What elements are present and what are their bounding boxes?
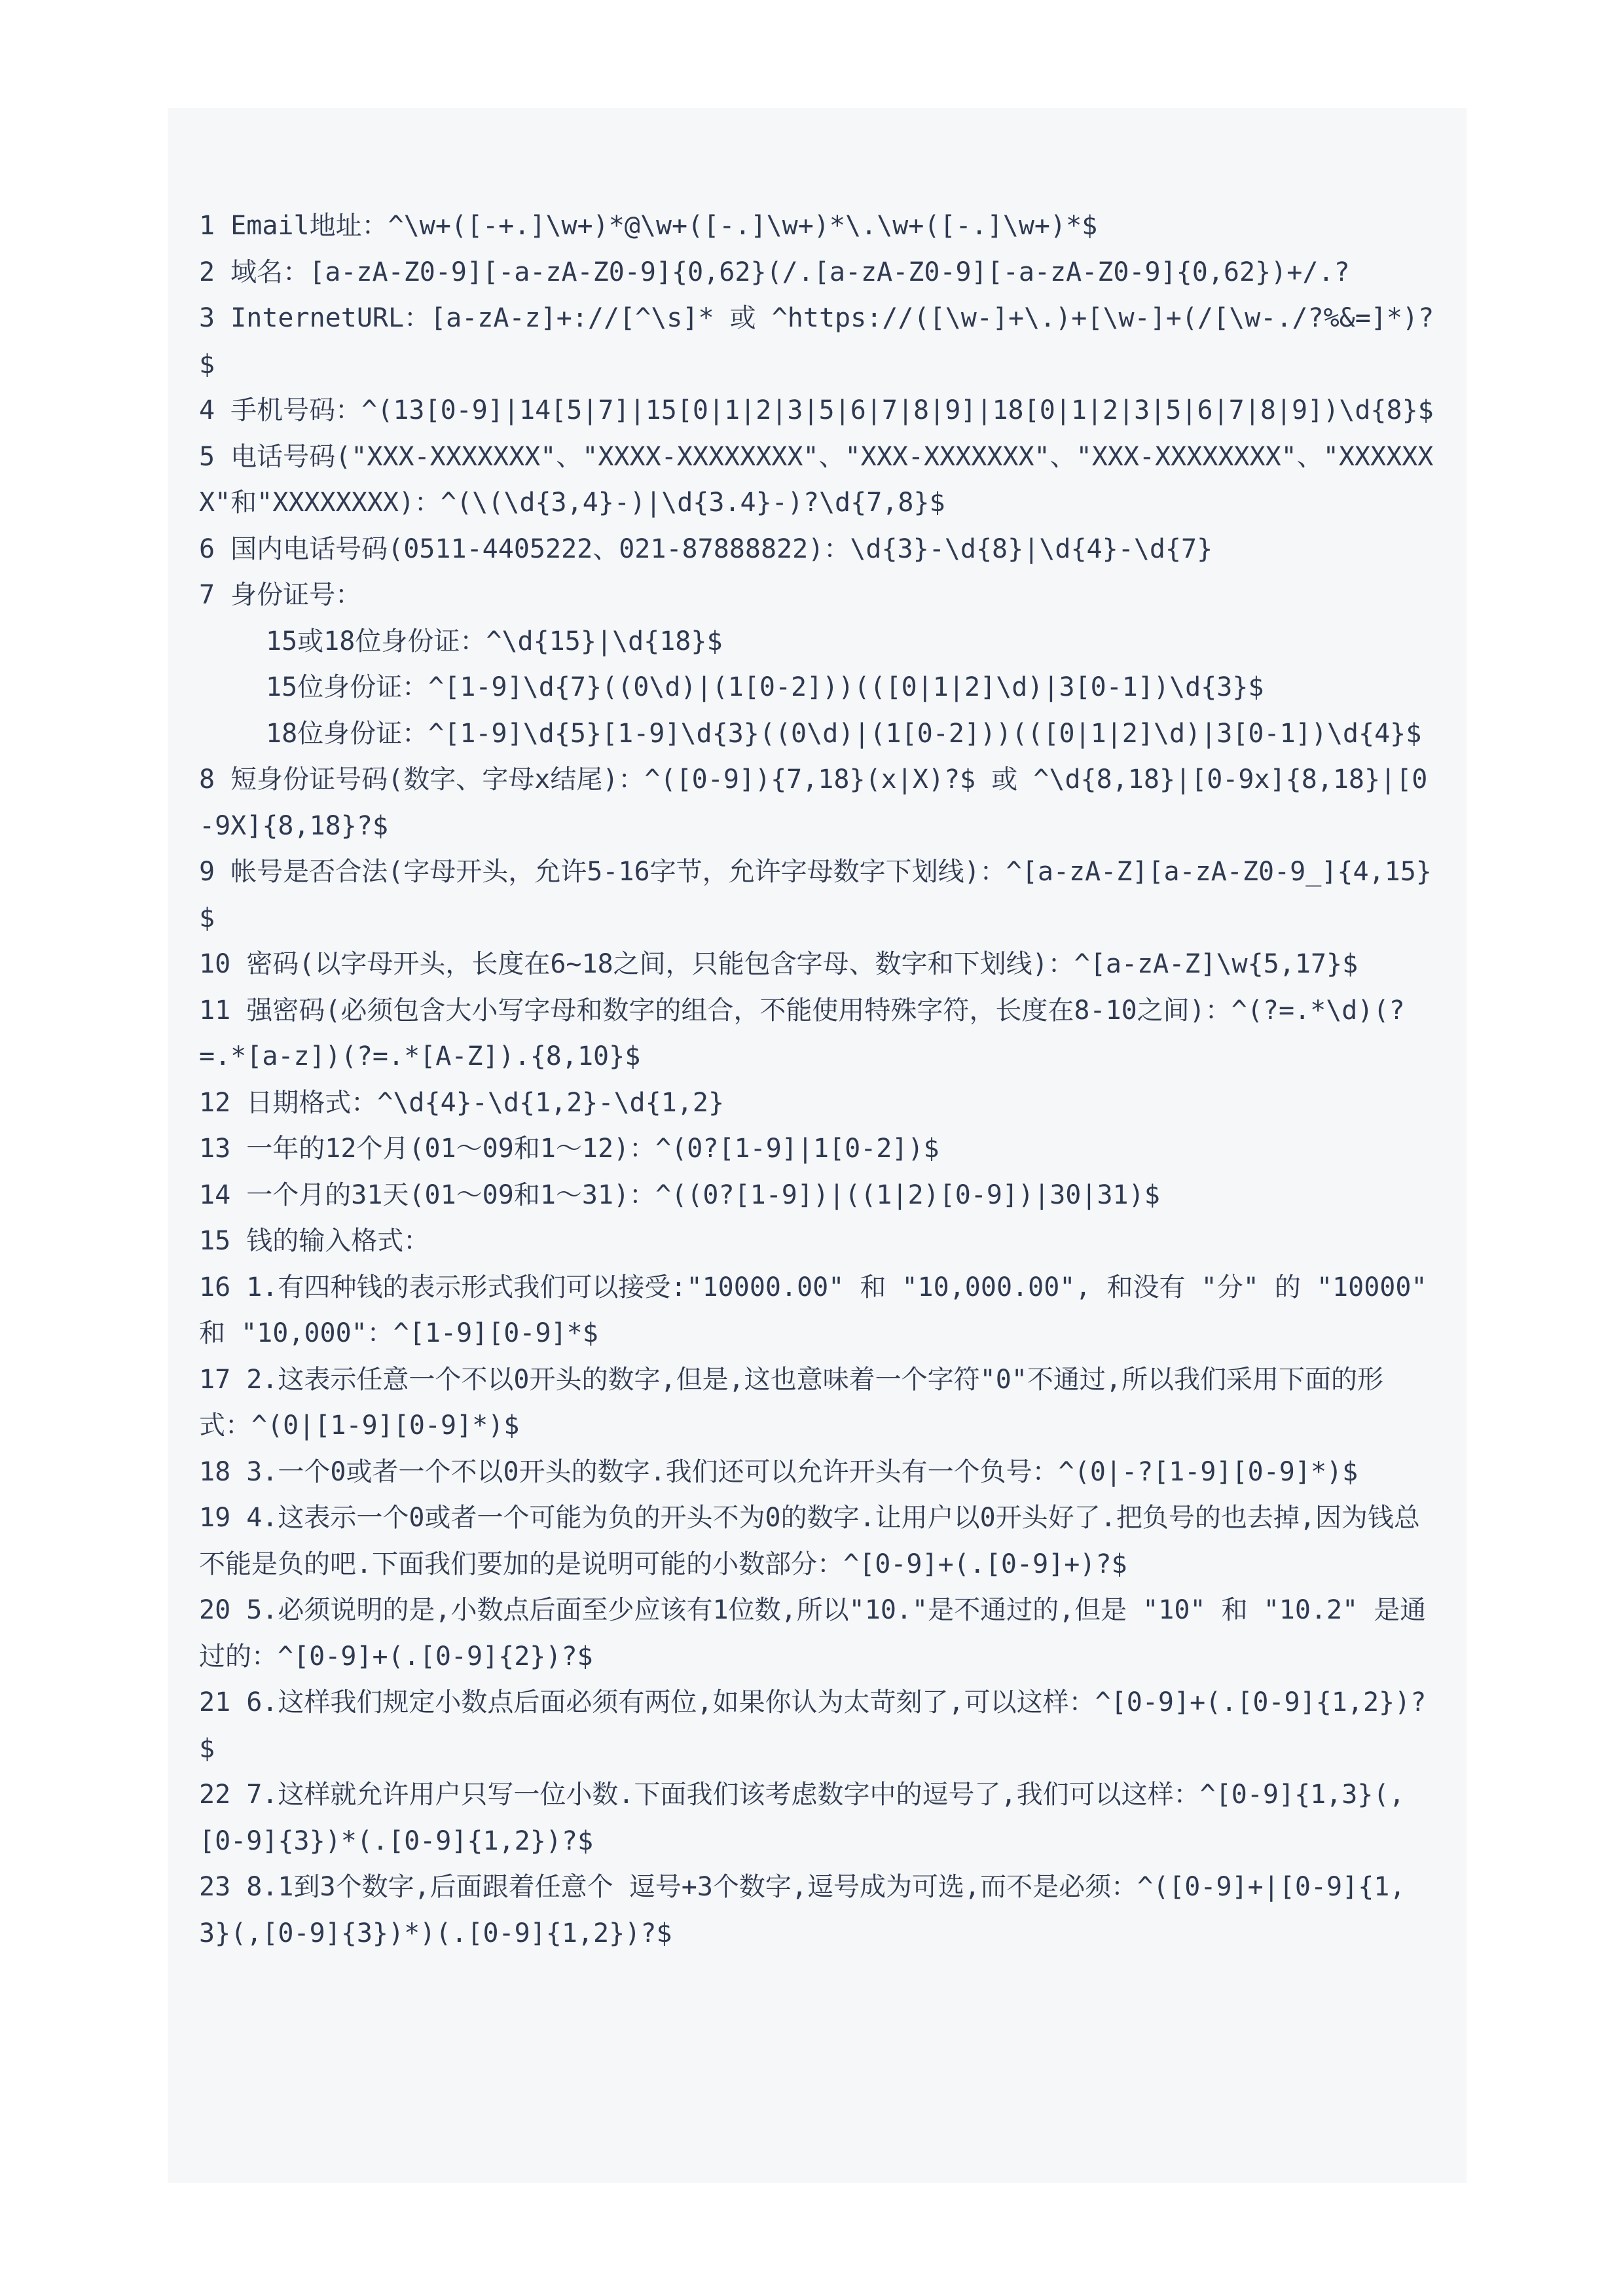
code-line-money-6: 21 6.这样我们规定小数点后面必须有两位,如果你认为太苛刻了,可以这样：^[0-9]+(.[0-9]{1,2})?$ <box>199 1687 1427 1764</box>
code-line-domain: 2 域名：[a-zA-Z0-9][-a-zA-Z0-9]{0,62}(/.[a-zA-Z0-9][-a-zA-Z0-9]{0,62})+/.? <box>199 257 1350 287</box>
code-line-id-15: 15位身份证：^[1-9]\d{7}((0\d)|(1[0-2]))(([0|1|2]\d)|3[0-1])\d{3}$ <box>266 672 1264 702</box>
code-line-date: 12 日期格式：^\d{4}-\d{1,2}-\d{1,2} <box>199 1087 725 1118</box>
code-line-money-heading: 15 钱的输入格式： <box>199 1226 430 1256</box>
code-line-id-heading: 7 身份证号： <box>199 580 362 610</box>
code-line-strong-password: 11 强密码(必须包含大小写字母和数字的组合，不能使用特殊字符，长度在8-10之间)：^(?=.*\d)(?=.*[a-z])(?=.*[A-Z]).{8,10}$ <box>199 995 1405 1071</box>
code-line-mobile: 4 手机号码：^(13[0-9]|14[5|7]|15[0|1|2|3|5|6|7|8|9]|18[0|1|2|3|5|6|7|8|9])\d{8}$ <box>199 395 1434 425</box>
code-line-url: 3 InternetURL：[a-zA-z]+://[^\s]* 或 ^https://([\w-]+\.)+[\w-]+(/[\w-./?%&=]*)?$ <box>199 303 1434 380</box>
code-line-email: 1 Email地址：^\w+([-+.]\w+)*@\w+([-.]\w+)*\.\w+([-.]\w+)*$ <box>199 211 1098 241</box>
code-line-month: 13 一年的12个月(01～09和1～12)：^(0?[1-9]|1[0-2])$ <box>199 1134 939 1164</box>
code-line-money-3: 18 3.一个0或者一个不以0开头的数字.我们还可以允许开头有一个负号：^(0|-?[1-9][0-9]*)$ <box>199 1456 1359 1487</box>
code-line-day: 14 一个月的31天(01～09和1～31)：^((0?[1-9])|((1|2)[0-9])|30|31)$ <box>199 1179 1160 1210</box>
code-line-account: 9 帐号是否合法(字母开头，允许5-16字节，允许字母数字下划线)：^[a-zA-Z][a-zA-Z0-9_]{4,15}$ <box>199 857 1432 933</box>
code-block <box>168 108 1467 2183</box>
code-line-id-18: 18位身份证：^[1-9]\d{5}[1-9]\d{3}((0\d)|(1[0-2]))(([0|1|2]\d)|3[0-1])\d{4}$ <box>266 718 1422 749</box>
code-line-money-7: 22 7.这样就允许用户只写一位小数.下面我们该考虑数字中的逗号了,我们可以这样：^[0-9]{1,3}(,[0-9]{3})*(.[0-9]{1,2})?$ <box>199 1780 1405 1856</box>
code-line-phone: 5 电话号码("XXX-XXXXXXX"、"XXXX-XXXXXXXX"、"XXX-XXXXXXX"、"XXX-XXXXXXXX"、"XXXXXXX"和"XXXXXXXX)：^(\(\d{3,4}-)|\d{3.4}-)?\d{7,8}$ <box>199 441 1434 518</box>
code-line-short-id: 8 短身份证号码(数字、字母x结尾)：^([0-9]){7,18}(x|X)?$ 或 ^\d{8,18}|[0-9x]{8,18}|[0-9X]{8,18}?$ <box>199 764 1428 841</box>
code-line-money-2: 17 2.这表示任意一个不以0开头的数字,但是,这也意味着一个字符"0"不通过,所以我们采用下面的形式：^(0|[1-9][0-9]*)$ <box>199 1364 1383 1441</box>
code-line-password: 10 密码(以字母开头，长度在6~18之间，只能包含字母、数字和下划线)：^[a-zA-Z]\w{5,17}$ <box>199 949 1359 979</box>
code-line-id-15-or-18: 15或18位身份证：^\d{15}|\d{18}$ <box>266 626 723 656</box>
code-line-money-5: 20 5.必须说明的是,小数点后面至少应该有1位数,所以"10."是不通过的,但是 "10" 和 "10.2" 是通过的：^[0-9]+(.[0-9]{2})?$ <box>199 1595 1427 1672</box>
code-line-money-4: 19 4.这表示一个0或者一个可能为负的开头不为0的数字.让用户以0开头好了.把负号的也去掉,因为钱总不能是负的吧.下面我们要加的是说明可能的小数部分：^[0-9]+(.[0-9]+)?$ <box>199 1503 1420 1579</box>
code-line-money-8: 23 8.1到3个数字,后面跟着任意个 逗号+3个数字,逗号成为可选,而不是必须：^([0-9]+|[0-9]{1,3}(,[0-9]{3})*)(.[0-9]{1,2})?$ <box>199 1872 1406 1948</box>
code-line-domestic-phone: 6 国内电话号码(0511-4405222、021-87888822)：\d{3}-\d{8}|\d{4}-\d{7} <box>199 533 1213 564</box>
code-line-money-1: 16 1.有四种钱的表示形式我们可以接受:"10000.00" 和 "10,000.00", 和没有 "分" 的 "10000" 和 "10,000"：^[1-9][0-9]*$ <box>199 1272 1443 1348</box>
